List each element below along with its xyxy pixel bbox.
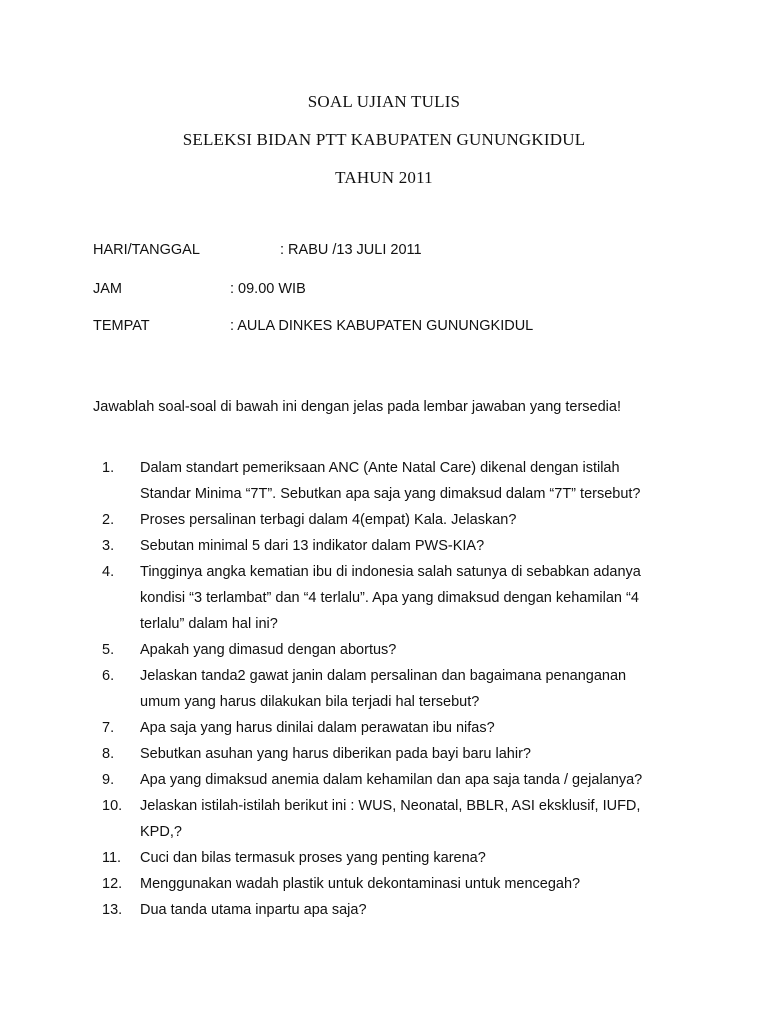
question-text: Jelaskan tanda2 gawat janin dalam persalinan dan bagaimana penanganan umum yang harus dilakukan bila terjadi hal tersebut? xyxy=(140,668,627,710)
question-number: 4. xyxy=(102,564,115,580)
list-item xyxy=(0,533,768,559)
list-item xyxy=(0,871,768,897)
document-title: SOAL UJIAN TULIS xyxy=(307,92,461,111)
meta-label-time: JAM xyxy=(93,281,122,297)
question-text: Apa saja yang harus dinilai dalam perawatan ibu nifas? xyxy=(140,720,495,736)
question-text: Dalam standart pemeriksaan ANC (Ante Natal Care) dikenal dengan istilah Standar Minima “7T”. Sebutkan apa saja yang dimaksud dalam “7T” tersebut? xyxy=(140,460,641,502)
question-number: 13. xyxy=(102,902,123,918)
list-item xyxy=(0,663,768,715)
question-text: Apa yang dimaksud anemia dalam kehamilan dan apa saja tanda / gejalanya? xyxy=(140,772,643,788)
document-subtitle: SELEKSI BIDAN PTT KABUPATEN GUNUNGKIDUL xyxy=(182,130,586,149)
question-number: 9. xyxy=(102,772,115,788)
meta-label-date: HARI/TANGGAL xyxy=(93,242,200,258)
question-number: 12. xyxy=(102,876,123,892)
question-text: Menggunakan wadah plastik untuk dekontaminasi untuk mencegah? xyxy=(140,876,581,892)
meta-value-place: : AULA DINKES KABUPATEN GUNUNGKIDUL xyxy=(230,318,534,334)
list-item xyxy=(0,741,768,767)
list-item xyxy=(0,637,768,663)
question-number: 1. xyxy=(102,460,115,476)
question-number: 3. xyxy=(102,538,115,554)
question-text: Sebutkan asuhan yang harus diberikan pada bayi baru lahir? xyxy=(140,746,531,762)
question-text: Jelaskan istilah-istilah berikut ini : WUS, Neonatal, BBLR, ASI eksklusif, IUFD, KPD,? xyxy=(140,798,641,840)
question-text: Apakah yang dimasud dengan abortus? xyxy=(140,642,397,658)
list-item xyxy=(0,455,768,507)
list-item xyxy=(0,845,768,871)
list-item xyxy=(0,507,768,533)
question-number: 8. xyxy=(102,746,115,762)
question-text: Dua tanda utama inpartu apa saja? xyxy=(140,902,367,918)
question-number: 6. xyxy=(102,668,115,684)
list-item xyxy=(0,715,768,741)
question-text: Cuci dan bilas termasuk proses yang penting karena? xyxy=(140,850,486,866)
meta-label-place: TEMPAT xyxy=(93,318,150,334)
question-number: 5. xyxy=(102,642,115,658)
list-item xyxy=(0,897,768,923)
question-number: 7. xyxy=(102,720,115,736)
question-text: Tingginya angka kematian ibu di indonesia salah satunya di sebabkan adanya kondisi “3 terlambat” dan “4 terlalu”. Apa yang dimaksud dengan kehamilan “4 terlalu” dalam hal ini? xyxy=(140,564,641,632)
list-item xyxy=(0,793,768,845)
list-item xyxy=(0,767,768,793)
question-list xyxy=(0,455,768,923)
meta-value-date: : RABU /13 JULI 2011 xyxy=(280,242,422,258)
list-item xyxy=(0,559,768,637)
meta-value-time: : 09.00 WIB xyxy=(230,281,306,297)
question-number: 11. xyxy=(102,850,122,866)
question-number: 10. xyxy=(102,798,123,814)
question-text: Proses persalinan terbagi dalam 4(empat) Kala. Jelaskan? xyxy=(140,512,517,528)
question-text: Sebutan minimal 5 dari 13 indikator dalam PWS-KIA? xyxy=(140,538,485,554)
document-year: TAHUN 2011 xyxy=(335,168,433,187)
question-number: 2. xyxy=(102,512,115,528)
instructions-text: Jawablah soal-soal di bawah ini dengan jelas pada lembar jawaban yang tersedia! xyxy=(93,399,621,415)
